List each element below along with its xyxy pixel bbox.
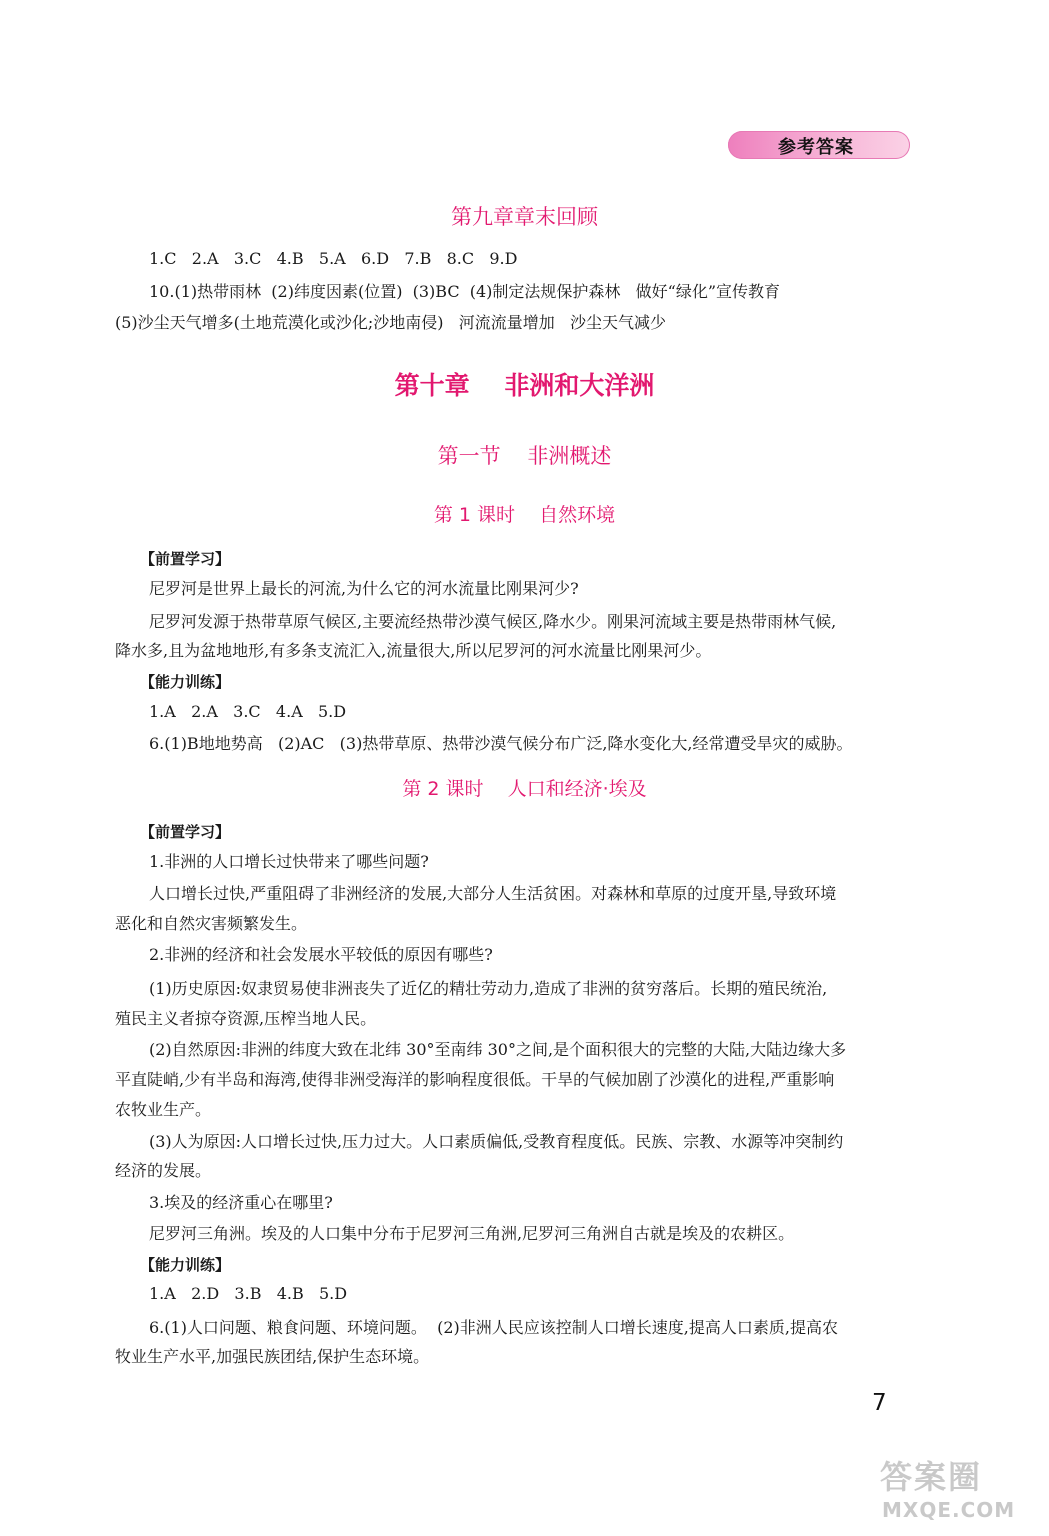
lesson-2-ability-line-1: 1.A 2.D 3.B 4.B 5.D bbox=[149, 1284, 348, 1303]
review-line-1: 1.C 2.A 3.C 4.B 5.A 6.D 7.B 8.C 9.D bbox=[149, 249, 518, 268]
lesson-2-pre-line-11: 经济的发展。 bbox=[115, 1161, 212, 1180]
lesson-2-pre-line-12: 3.埃及的经济重心在哪里? bbox=[149, 1193, 333, 1212]
lesson-2-ability-label: 【能力训练】 bbox=[140, 1256, 231, 1274]
lesson-2-pre-line-7: (2)自然原因:非洲的纬度大致在北纬 30°至南纬 30°之间,是个面积很大的完整的大陆,大陆边缘大多 bbox=[149, 1040, 847, 1059]
lesson-1-title: 第 1 课时 自然环境 bbox=[433, 504, 616, 526]
lesson-2-pre-line-10: (3)人为原因:人口增长过快,压力过大。人口素质偏低,受教育程度低。民族、宗教、水源等冲突制约 bbox=[149, 1132, 844, 1151]
lesson-1-ability-line-2: 6.(1)B地地势高 (2)AC (3)热带草原、热带沙漠气候分布广泛,降水变化大,经常遭受旱灾的威胁。 bbox=[149, 734, 853, 753]
lesson-2-pre-label: 【前置学习】 bbox=[140, 823, 231, 841]
page-number: 7 bbox=[872, 1390, 887, 1416]
lesson-2-pre-line-1: 1.非洲的人口增长过快带来了哪些问题? bbox=[149, 852, 429, 871]
lesson-2-pre-line-2: 人口增长过快,严重阻碍了非洲经济的发展,大部分人生活贫困。对森林和草原的过度开垦,导致环境 bbox=[149, 884, 837, 903]
review-title: 第九章章末回顾 bbox=[451, 205, 598, 229]
lesson-1-pre-line-3: 降水多,且为盆地地形,有多条支流汇入,流量很大,所以尼罗河的河水流量比刚果河少。 bbox=[115, 641, 712, 660]
lesson-1-ability-line-1: 1.A 2.A 3.C 4.A 5.D bbox=[149, 702, 347, 721]
lesson-2-ability-line-2: 6.(1)人口问题、粮食问题、环境问题。 (2)非洲人民应该控制人口增长速度,提高人口素质,提高农 bbox=[149, 1318, 838, 1337]
lesson-2-pre-line-6: 殖民主义者掠夺资源,压榨当地人民。 bbox=[115, 1009, 377, 1028]
lesson-2-pre-line-9: 农牧业生产。 bbox=[115, 1100, 212, 1119]
lesson-2-pre-line-3: 恶化和自然灾害频繁发生。 bbox=[115, 914, 308, 933]
review-line-3: (5)沙尘天气增多(土地荒漠化或沙化;沙地南侵) 河流流量增加 沙尘天气减少 bbox=[115, 313, 667, 332]
lesson-2-pre-line-4: 2.非洲的经济和社会发展水平较低的原因有哪些? bbox=[149, 945, 493, 964]
lesson-2-ability-line-3: 牧业生产水平,加强民族团结,保护生态环境。 bbox=[115, 1347, 430, 1366]
watermark-logo bbox=[880, 1452, 1040, 1526]
lesson-2-pre-line-8: 平直陡峭,少有半岛和海湾,使得非洲受海洋的影响程度很低。干旱的气候加剧了沙漠化的进程,严重影响 bbox=[115, 1070, 835, 1089]
watermark-sub-text: MXQE.COM bbox=[882, 1498, 1016, 1522]
answer-key-tab-label: 参考答案 bbox=[778, 137, 854, 158]
watermark-main-text: 答案圈 bbox=[880, 1458, 983, 1496]
lesson-1-pre-line-1: 尼罗河是世界上最长的河流,为什么它的河水流量比刚果河少? bbox=[149, 579, 579, 598]
lesson-2-pre-line-13: 尼罗河三角洲。埃及的人口集中分布于尼罗河三角洲,尼罗河三角洲自古就是埃及的农耕区。 bbox=[149, 1224, 795, 1243]
chapter-title: 第十章 非洲和大洋洲 bbox=[394, 371, 655, 400]
lesson-2-title: 第 2 课时 人口和经济·埃及 bbox=[402, 778, 647, 800]
section-title: 第一节 非洲概述 bbox=[437, 444, 612, 468]
answer-key-tab bbox=[728, 131, 910, 159]
lesson-2-pre-line-5: (1)历史原因:奴隶贸易使非洲丧失了近亿的精壮劳动力,造成了非洲的贫穷落后。长期的殖民统治, bbox=[149, 979, 828, 998]
lesson-1-ability-label: 【能力训练】 bbox=[140, 673, 231, 691]
lesson-1-pre-label: 【前置学习】 bbox=[140, 550, 231, 568]
lesson-1-pre-line-2: 尼罗河发源于热带草原气候区,主要流经热带沙漠气候区,降水少。刚果河流域主要是热带雨林气候, bbox=[149, 612, 837, 631]
review-line-2: 10.(1)热带雨林 (2)纬度因素(位置) (3)BC (4)制定法规保护森林 做好“绿化”宣传教育 bbox=[149, 282, 781, 301]
